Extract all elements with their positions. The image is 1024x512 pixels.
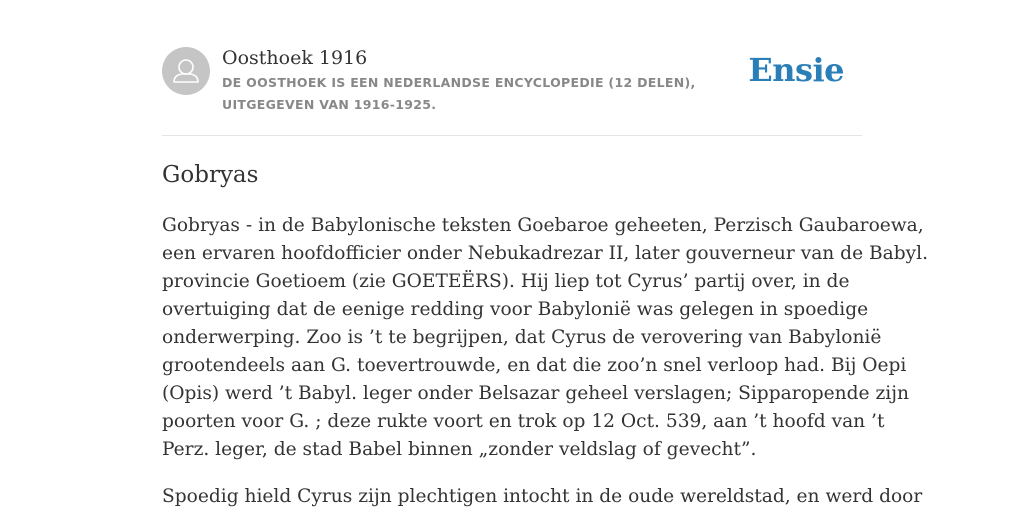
text-line: overtuiging dat de eenige redding voor Babylonië was gelegen in spoedige xyxy=(162,299,869,320)
text-line: een ervaren hoofdofficier onder Nebukadrezar II, later gouverneur van de Babyl. xyxy=(162,243,929,264)
text-line: onderwerping. Zoo is ’t te begrijpen, dat Cyrus de verovering van Babylonië xyxy=(162,327,882,348)
paragraph-1 xyxy=(162,212,929,464)
source-header xyxy=(162,46,862,136)
ensie-logo[interactable]: Ensie xyxy=(748,51,844,89)
text-line: poorten voor G. ; deze rukte voort en trok op 12 Oct. 539, aan ’t hoofd van ’t xyxy=(162,411,885,432)
text-line: Spoedig hield Cyrus zijn plechtigen intocht in de oude wereldstad, en werd door xyxy=(162,486,923,507)
entry-body xyxy=(162,212,929,512)
user-icon xyxy=(162,47,210,95)
source-avatar[interactable] xyxy=(162,47,210,95)
text-line: Gobryas - in de Babylonische teksten Goebaroe geheeten, Perzisch Gaubaroewa, xyxy=(162,215,924,236)
source-title[interactable]: Oosthoek 1916 xyxy=(222,47,368,69)
paragraph-2 xyxy=(162,483,923,511)
text-line: provincie Goetioem (zie GOETEËRS). Hij liep tot Cyrus’ partij over, in de xyxy=(162,271,850,292)
entry-title: Gobryas xyxy=(162,162,259,188)
text-line: (Opis) werd ’t Babyl. leger onder Belsazar geheel verslagen; Sipparopende zijn xyxy=(162,383,909,404)
source-description: DE OOSTHOEK IS EEN NEDERLANDSE ENCYCLOPEDIE (12 DELEN), UITGEGEVEN VAN 1916-1925. xyxy=(222,75,696,112)
text-line: Perz. leger, de stad Babel binnen „zonder veldslag of gevecht”. xyxy=(162,439,757,460)
text-line: grootendeels aan G. toevertrouwde, en dat die zoo’n snel verloop had. Bij Oepi xyxy=(162,355,907,376)
